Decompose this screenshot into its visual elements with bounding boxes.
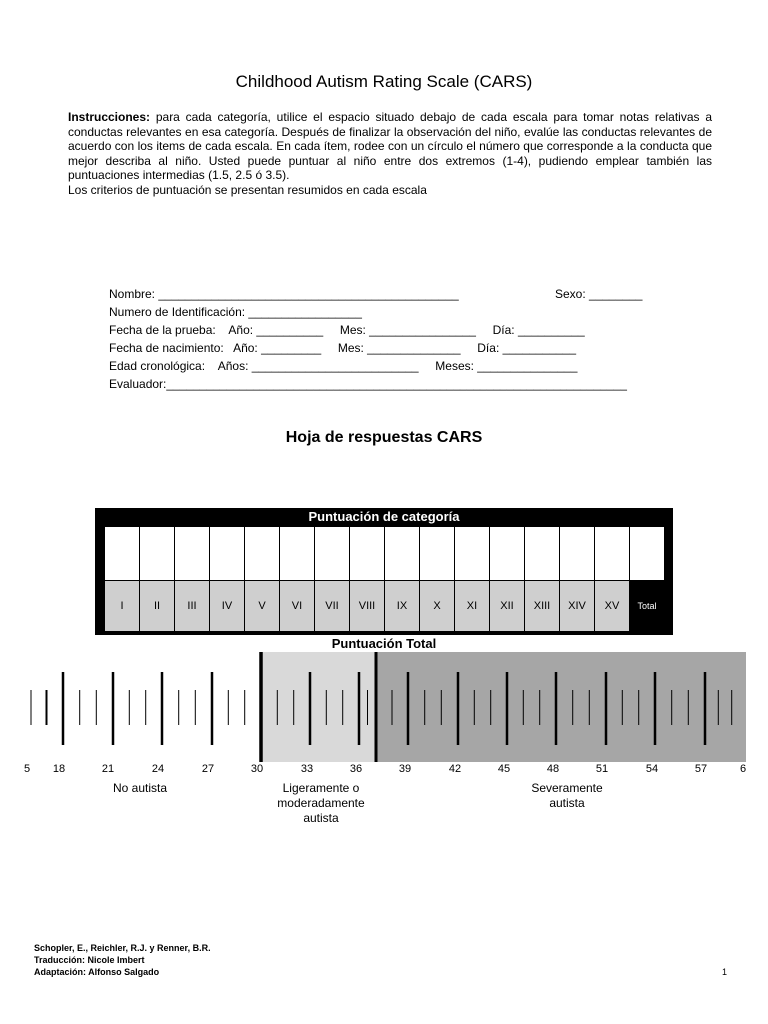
- range-label-line: Ligeramente o: [282, 781, 360, 795]
- id-field[interactable]: Numero de Identificación: _________________: [109, 305, 362, 319]
- category-score-header: Puntuación de categoría: [308, 509, 460, 524]
- score-tick-label: 27: [201, 763, 215, 775]
- score-tick-label: 42: [448, 763, 462, 775]
- score-tick-label: 24: [151, 763, 165, 775]
- footer-translation: Traducción: Nicole Imbert: [34, 955, 145, 965]
- category-label: XIV: [560, 581, 594, 631]
- category-score-cell[interactable]: [490, 527, 524, 580]
- page-number: 1: [722, 967, 728, 977]
- instructions-body: para cada categoría, utilice el espacio situado debajo de cada escala para tomar notas relativas a conductas relevantes en esa categoría. Después de finalizar la observación del niño, evalúe las conductas relevantes de acuerdo con los items de cada escala. En cada ítem, rodee con un círculo el número que corresponde a la conducta que mejor describa al niño. Usted puede puntuar al niño entre dos extremos (1-4), pudiendo emplear también las puntuaciones intermedias (1.5, 2.5 ó 3.5).: [68, 110, 712, 183]
- age-field[interactable]: Edad cronológica: Años: _________________________ Meses: _______________: [109, 359, 578, 373]
- range-label-line: autista: [549, 796, 585, 810]
- category-label: IX: [385, 581, 419, 631]
- answer-sheet-title: Hoja de respuestas CARS: [285, 429, 483, 446]
- score-tick-label: 48: [546, 763, 560, 775]
- score-tick-label: 33: [300, 763, 314, 775]
- score-tick-label: 36: [349, 763, 363, 775]
- test-date-field[interactable]: Fecha de la prueba: Año: __________ Mes: ________________ Día: __________: [109, 323, 585, 337]
- category-label: I: [105, 581, 139, 631]
- category-score-cell[interactable]: [245, 527, 279, 580]
- category-score-cell[interactable]: [280, 527, 314, 580]
- total-score-scale: [0, 652, 768, 764]
- category-score-cell[interactable]: [210, 527, 244, 580]
- category-score-cell[interactable]: [385, 527, 419, 580]
- range-label-line: autista: [303, 811, 339, 825]
- score-tick-label: 45: [497, 763, 511, 775]
- category-label: VIII: [350, 581, 384, 631]
- score-tick-label: 30: [250, 763, 264, 775]
- category-score-cell[interactable]: [105, 527, 139, 580]
- category-label: V: [245, 581, 279, 631]
- category-label: XIII: [525, 581, 559, 631]
- total-score-title: Puntuación Total: [331, 636, 437, 651]
- category-score-cell[interactable]: [350, 527, 384, 580]
- instructions-last: Los criterios de puntuación se presentan resumidos en cada escala: [68, 182, 427, 197]
- evaluator-field[interactable]: Evaluador:_____________________________________________________________________: [109, 377, 627, 391]
- name-field[interactable]: Nombre: _____________________________________________: [109, 287, 459, 301]
- category-score-cell[interactable]: [560, 527, 594, 580]
- instructions: [68, 110, 712, 198]
- category-score-cell[interactable]: [420, 527, 454, 580]
- footer-authors: Schopler, E., Reichler, R.J. y Renner, B.R.: [34, 943, 211, 953]
- score-tick-label: 57: [694, 763, 708, 775]
- range-label-no-autism: [113, 781, 167, 796]
- score-tick-label: 39: [398, 763, 412, 775]
- score-tick-label: 6: [739, 763, 747, 775]
- score-tick-label: 21: [101, 763, 115, 775]
- category-label: VI: [280, 581, 314, 631]
- category-score-cell[interactable]: [175, 527, 209, 580]
- score-tick-label: 54: [645, 763, 659, 775]
- category-label: X: [420, 581, 454, 631]
- footer-adaptation: Adaptación: Alfonso Salgado: [34, 967, 160, 977]
- sex-field[interactable]: Sexo: ________: [555, 287, 643, 301]
- category-label: IV: [210, 581, 244, 631]
- category-label: XV: [595, 581, 629, 631]
- category-score-cell[interactable]: [455, 527, 489, 580]
- total-label: Total: [630, 581, 664, 631]
- category-label: VII: [315, 581, 349, 631]
- category-score-cell[interactable]: [315, 527, 349, 580]
- range-label-line: No autista: [112, 781, 168, 795]
- instructions-lead: Instrucciones:: [68, 110, 151, 124]
- score-tick-label: 18: [52, 763, 66, 775]
- footer-credits: [34, 942, 211, 978]
- range-label-severe: [531, 781, 602, 811]
- severe-range-band: [376, 652, 746, 762]
- total-score-cell[interactable]: [630, 527, 664, 580]
- category-label: XI: [455, 581, 489, 631]
- score-tick-label: 51: [595, 763, 609, 775]
- category-score-cell[interactable]: [140, 527, 174, 580]
- birth-date-field[interactable]: Fecha de nacimiento: Año: _________ Mes: ______________ Día: ___________: [109, 341, 577, 355]
- score-tick-label: 5: [23, 763, 31, 775]
- category-label: II: [140, 581, 174, 631]
- range-label-mild: [277, 781, 364, 826]
- range-label-line: moderadamente: [277, 796, 365, 810]
- range-label-line: Severamente: [531, 781, 603, 795]
- category-score-cell[interactable]: [525, 527, 559, 580]
- category-label: III: [175, 581, 209, 631]
- page-title: Childhood Autism Rating Scale (CARS): [235, 72, 533, 91]
- category-score-cell[interactable]: [595, 527, 629, 580]
- category-label: XII: [490, 581, 524, 631]
